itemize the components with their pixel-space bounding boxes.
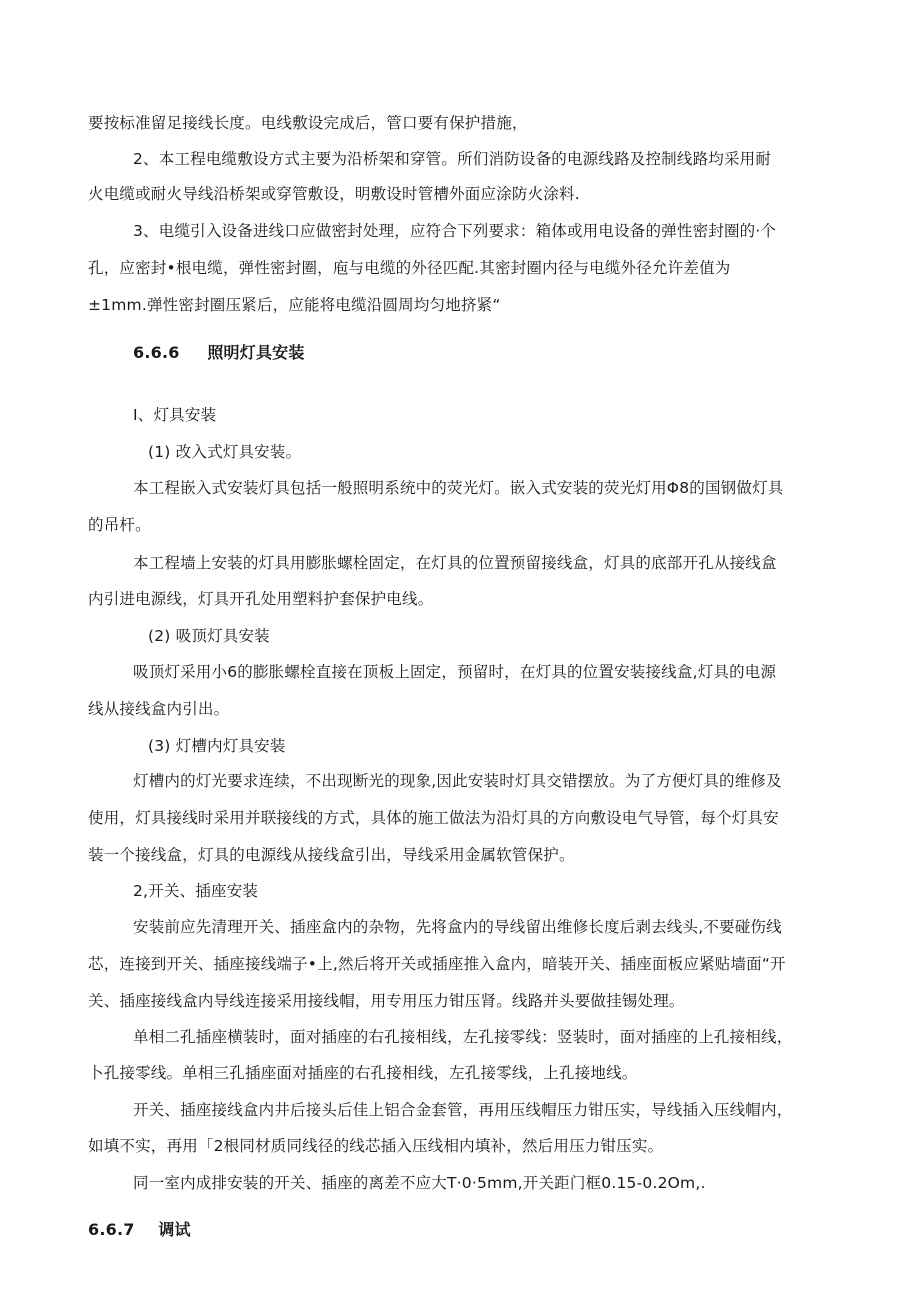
subsection-heading: 2,开关、插座安装 (133, 882, 259, 900)
text-line: 如填不实，再用「2根同材质同线径的线芯插入压线相内填补，然后用压力钳压实。 (88, 1137, 664, 1155)
section-number: 6.6.7 (88, 1220, 135, 1239)
text-line: 本工程墙上安装的灯具用膨胀螺栓固定，在灯具的位置预留接线盒，灯具的底部开孔从接线盒 (133, 554, 777, 572)
text-line: ±1mm.弹性密封圈压紧后，应能将电缆沿圆周均匀地挤紧“ (88, 296, 501, 314)
text-line: 内引进电源线，灯具开孔处用塑料护套保护电线。 (88, 590, 434, 608)
text-line: 火电缆或耐火导线沿桥架或穿管敷设，明敷设时管槽外面应涂防火涂料. (88, 185, 580, 203)
text-line: 吸顶灯采用小6的膨胀螺栓直接在顶板上固定，预留时，在灯具的位置安装接线盒,灯具的电源 (133, 663, 777, 681)
text-line: 的吊杆。 (88, 516, 151, 534)
text-line: 使用，灯具接线时采用并联接线的方式，具体的施工做法为沿灯具的方向敷设电气导管，每个灯具安 (88, 809, 779, 827)
text-line: 2、本工程电缆敷设方式主要为沿桥架和穿管。所们消防设备的电源线路及控制线路均采用耐 (133, 150, 772, 168)
text-line: 安装前应先清理开关、插座盒内的杂物，先将盒内的导线留出维修长度后剥去线头,不要碰伤线 (133, 918, 782, 936)
text-line: 3、电缆引入设备进线口应做密封处理，应符合下列要求：箱体或用电设备的弹性密封圈的·个 (133, 222, 777, 240)
text-line: 芯，连接到开关、插座接线端子•上,然后将开关或插座推入盒内，暗装开关、插座面板应紧贴墙面“开 (88, 955, 786, 973)
text-line: 开关、插座接线盒内井后接头后佳上铝合金套管，再用压线帽压力钳压实，导线插入压线帽内， (133, 1101, 793, 1119)
text-line: 灯槽内的灯光要求连续，不出现断光的现象,因此安装时灯具交错摆放。为了方便灯具的维修及 (133, 772, 782, 790)
text-line: 关、插座接线盒内导线连接采用接线帽，用专用压力钳压肾。线路并头要做挂锡处理。 (88, 992, 685, 1010)
section-heading-6-6-6 (133, 343, 305, 363)
text-line: 装一个接线盒，灯具的电源线从接线盒引出，导线采用金属软管保护。 (88, 846, 575, 864)
text-line: 卜孔接零线。单相三孔插座面对插座的右孔接相线，左孔接零线，上孔接地线。 (88, 1064, 638, 1082)
text-line: 线从接线盒内引出。 (88, 700, 230, 718)
text-line: 本工程嵌入式安装灯具包括一般照明系统中的荧光灯。嵌入式安装的荧光灯用Φ8的国钢做灯具 (133, 479, 784, 497)
item-heading: (1) 改入式灯具安装。 (148, 443, 302, 461)
text-line: 孔，应密封•根电缆，弹性密封圈，庖与电缆的外径匹配.其密封圈内径与电缆外径允许差值为 (88, 259, 731, 277)
section-title: 照明灯具安装 (207, 343, 305, 362)
text-line: 要按标准留足接线长度。电线敷设完成后，管口要有保护措施， (88, 114, 528, 132)
item-heading: (2) 吸顶灯具安装 (148, 627, 270, 645)
text-line: 同一室内成排安装的开关、插座的离差不应大T·0·5mm,开关距门框0.15-0.2Om,. (133, 1174, 706, 1192)
section-title: 调试 (158, 1220, 191, 1239)
item-heading: (3) 灯槽内灯具安装 (148, 737, 286, 755)
section-heading-6-6-7 (88, 1220, 191, 1240)
section-number: 6.6.6 (133, 343, 180, 362)
subsection-heading: I、灯具安装 (133, 406, 217, 424)
text-line: 单相二孔插座横装时，面对插座的右孔接相线，左孔接零线：竖装时，面对插座的上孔接相线， (133, 1028, 793, 1046)
